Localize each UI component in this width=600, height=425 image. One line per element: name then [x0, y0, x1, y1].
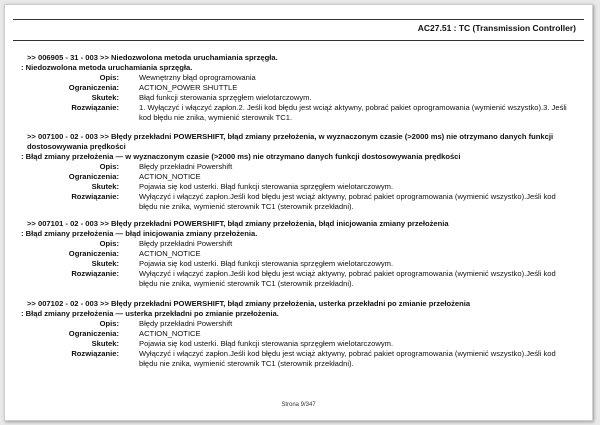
field-row — [27, 269, 570, 289]
field-value: 1. Wyłączyć i włączyć zapłon.2. Jeśli kod błędu jest wciąż aktywny, pobrać pakiet oprogramowania (wymienić wszystko).3. Jeśli kod błędu nie znika, wymienić sterownik TC1. — [139, 103, 567, 122]
field-row — [27, 162, 570, 172]
field-label: Skutek: — [91, 182, 119, 191]
field-row — [27, 182, 570, 192]
field-value: ACTION_POWER SHUTTLE — [139, 83, 238, 92]
field-label: Opis: — [99, 73, 119, 82]
fault-entry — [21, 132, 570, 212]
fault-subtitle: : Błąd zmiany przełożenia — usterka przekładni po zmianie przełożenia. — [21, 309, 279, 318]
field-label: Skutek: — [91, 93, 119, 102]
page-header — [13, 19, 584, 41]
field-label: Skutek: — [91, 339, 119, 348]
field-label: Rozwiązanie: — [71, 103, 119, 112]
field-label: Rozwiązanie: — [71, 349, 119, 358]
fault-entry — [21, 299, 570, 369]
field-row — [27, 259, 570, 269]
field-label: Ograniczenia: — [68, 329, 119, 338]
field-value: Błąd funkcji sterowania sprzęgłem wielotarczowym. — [139, 93, 312, 102]
field-value: Błędy przekładni Powershift — [139, 162, 233, 171]
field-row — [27, 239, 570, 249]
field-value: Pojawia się kod usterki. Błąd funkcji sterowania sprzęgłem wielotarczowym. — [139, 259, 394, 268]
field-value: Wyłączyć i włączyć zapłon.Jeśli kod błędu jest wciąż aktywny, pobrać pakiet oprogramowania (wymienić wszystko).Jeśli kod błędu nie znika, wymienić sterownik TC1 (sterownik przekładni). — [139, 349, 556, 368]
field-label: Opis: — [99, 162, 119, 171]
field-row — [27, 172, 570, 182]
fault-subtitle: : Błąd zmiany przełożenia — błąd inicjowania zmiany przełożenia. — [21, 229, 258, 238]
field-row — [27, 103, 570, 123]
field-label: Ograniczenia: — [68, 83, 119, 92]
field-value: Wyłączyć i włączyć zapłon.Jeśli kod błędu jest wciąż aktywny, pobrać pakiet oprogramowania (wymienić wszystko).Jeśli kod błędu nie znika, wymienić sterownik TC1 (sterownik przekładni). — [139, 192, 556, 211]
field-label: Skutek: — [91, 259, 119, 268]
field-value: Błędy przekładni Powershift — [139, 239, 233, 248]
fault-subtitle: : Błąd zmiany przełożenia — w wyznaczonym czasie (>2000 ms) nie otrzymano danych funkcji dostosowywania prędkości — [21, 152, 461, 161]
field-label: Rozwiązanie: — [71, 269, 119, 278]
fault-code-line: >> 007102 - 02 - 003 >> Błędy przekładni POWERSHIFT, błąd zmiany przełożenia, usterka przekładni po zmianie przełożenia — [27, 299, 471, 308]
page-number: Strona 9/347 — [281, 402, 316, 408]
field-row — [27, 83, 570, 93]
fault-entry — [21, 53, 570, 123]
field-row — [27, 192, 570, 212]
fault-entry — [21, 219, 570, 289]
field-row — [27, 329, 570, 339]
field-value: Błędy przekładni Powershift — [139, 319, 233, 328]
fault-code-line: >> 007101 - 02 - 003 >> Błędy przekładni POWERSHIFT, błąd zmiany przełożenia, błąd inicjowania zmiany przełożenia — [27, 219, 449, 228]
field-label: Rozwiązanie: — [71, 192, 119, 201]
field-label: Ograniczenia: — [68, 172, 119, 181]
field-row — [27, 319, 570, 329]
field-row — [27, 339, 570, 349]
header-title: AC27.51 : TC (Transmission Controller) — [417, 23, 576, 33]
field-value: Pojawia się kod usterki. Błąd funkcji sterowania sprzęgłem wielotarczowym. — [139, 339, 394, 348]
field-value: ACTION_NOTICE — [139, 172, 201, 181]
field-label: Ograniczenia: — [68, 249, 119, 258]
field-row — [27, 249, 570, 259]
fault-code-line: >> 006905 - 31 - 003 >> Niedozwolona metoda uruchamiania sprzęgła. — [27, 53, 278, 62]
field-row — [27, 349, 570, 369]
fault-subtitle: : Niedozwolona metoda uruchamiania sprzęgła. — [21, 63, 193, 72]
field-value: Wyłączyć i włączyć zapłon.Jeśli kod błędu jest wciąż aktywny, pobrać pakiet oprogramowania (wymienić wszystko).Jeśli kod błędu nie znika, wymienić sterownik TC1 (sterownik przekładni). — [139, 269, 556, 288]
field-label: Opis: — [99, 319, 119, 328]
field-row — [27, 73, 570, 83]
field-row — [27, 93, 570, 103]
fault-code-line: >> 007100 - 02 - 003 >> Błędy przekładni POWERSHIFT, błąd zmiany przełożenia, w wyznaczonym czasie (>2000 ms) nie otrzymano danych funkcji dostosowywania prędkości — [27, 132, 554, 151]
field-value: Pojawia się kod usterki. Błąd funkcji sterowania sprzęgłem wielotarczowym. — [139, 182, 394, 191]
field-value: ACTION_NOTICE — [139, 329, 201, 338]
field-label: Opis: — [99, 239, 119, 248]
field-value: Wewnętrzny błąd oprogramowania — [139, 73, 256, 82]
field-value: ACTION_NOTICE — [139, 249, 201, 258]
document-page — [4, 4, 593, 421]
